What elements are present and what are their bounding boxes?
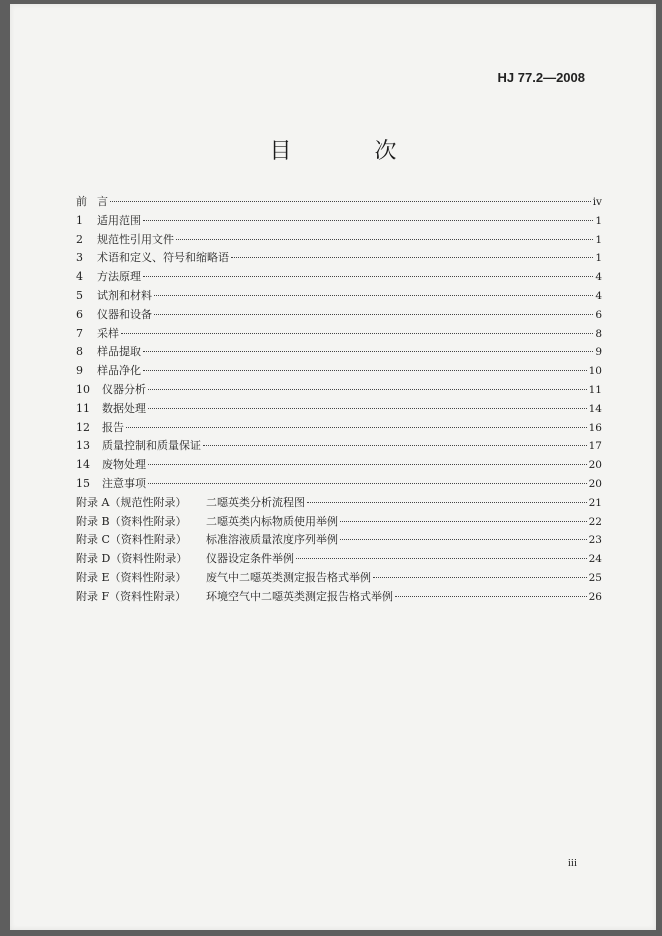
dot-leader (148, 389, 587, 390)
toc-entry-number: 11 (76, 401, 90, 415)
toc-entry[interactable] (76, 513, 602, 532)
toc-entry-title: 仪器设定条件举例 (206, 552, 294, 566)
toc-entry-page: 20 (588, 477, 602, 490)
dot-leader (296, 558, 587, 559)
toc-entry-page: 17 (588, 440, 602, 453)
toc-entry-page: 21 (588, 496, 602, 509)
toc-entry-page: 20 (588, 459, 602, 472)
toc-entry[interactable] (76, 231, 602, 250)
toc-entry-number: 2 (76, 232, 83, 246)
toc-entry[interactable] (76, 569, 602, 588)
toc-appendix-label: 附录 F（资料性附录） (76, 589, 187, 603)
toc-entry-page: 1 (595, 233, 602, 246)
toc-appendix-label: 附录 B（资料性附录） (76, 514, 187, 528)
toc-entry[interactable] (76, 268, 602, 287)
toc-entry-number: 1 (76, 213, 83, 227)
toc-entry-number: 4 (76, 270, 83, 284)
toc-entry-page: iv (592, 196, 602, 208)
toc-entry-title: 二噁英类内标物质使用举例 (206, 514, 338, 528)
dot-leader (395, 596, 587, 597)
toc-entry-page: 22 (588, 515, 602, 528)
dot-leader (340, 539, 587, 540)
toc-entry[interactable] (76, 475, 602, 494)
toc-entry-page: 25 (588, 571, 602, 584)
dot-leader (176, 239, 593, 240)
toc-appendix-label: 附录 D（资料性附录） (76, 552, 188, 566)
dot-leader (231, 257, 593, 258)
toc-entry[interactable] (76, 588, 602, 607)
dot-leader (203, 445, 587, 446)
toc-entry-number: 6 (76, 307, 83, 321)
toc-entry-number: 3 (76, 251, 83, 265)
toc-entry-title: 规范性引用文件 (97, 232, 174, 246)
toc-entry-page: 4 (595, 289, 602, 302)
toc-appendix-label: 附录 E（资料性附录） (76, 570, 187, 584)
toc-entry[interactable] (76, 193, 602, 212)
dot-leader (340, 521, 587, 522)
document-page (10, 4, 656, 930)
toc-entry[interactable] (76, 550, 602, 569)
table-of-contents (76, 193, 602, 607)
toc-entry-title: 言 (97, 195, 108, 208)
dot-leader (143, 351, 593, 352)
dot-leader (110, 201, 591, 202)
toc-entry-page: 23 (588, 534, 602, 547)
toc-entry[interactable] (76, 400, 602, 419)
dot-leader (126, 427, 587, 428)
dot-leader (154, 314, 593, 315)
toc-entry[interactable] (76, 531, 602, 550)
toc-entry[interactable] (76, 494, 602, 513)
page-number: iii (567, 857, 577, 869)
toc-entry-title: 方法原理 (97, 270, 141, 284)
toc-entry[interactable] (76, 212, 602, 231)
toc-entry-page: 8 (595, 327, 602, 340)
toc-entry-page: 26 (588, 590, 602, 603)
toc-entry[interactable] (76, 325, 602, 344)
toc-entry-number: 5 (76, 288, 83, 302)
toc-entry-page: 1 (595, 252, 602, 265)
toc-entry-page: 10 (588, 365, 602, 378)
dot-leader (121, 333, 593, 334)
toc-entry-title: 适用范围 (97, 213, 141, 227)
dot-leader (373, 577, 587, 578)
toc-entry-number: 9 (76, 364, 83, 378)
toc-entry-number: 8 (76, 345, 83, 359)
toc-entry-title: 采样 (97, 326, 119, 340)
toc-entry-title: 术语和定义、符号和缩略语 (97, 251, 229, 265)
toc-entry-title: 环境空气中二噁英类测定报告格式举例 (206, 589, 393, 603)
toc-entry[interactable] (76, 249, 602, 268)
dot-leader (148, 483, 587, 484)
toc-entry-number: 12 (76, 420, 90, 434)
toc-entry[interactable] (76, 456, 602, 475)
toc-entry-title: 废物处理 (102, 458, 146, 472)
toc-entry-title: 样品提取 (97, 345, 141, 359)
toc-entry-page: 4 (595, 271, 602, 284)
toc-entry[interactable] (76, 437, 602, 456)
toc-entry-number: 7 (76, 326, 83, 340)
page-title: 目 次 (269, 139, 435, 164)
toc-entry-title: 试剂和材料 (97, 288, 152, 302)
toc-entry[interactable] (76, 287, 602, 306)
toc-entry-page: 9 (595, 346, 602, 359)
toc-entry-title: 仪器分析 (102, 382, 146, 396)
toc-entry-title: 标准溶液质量浓度序列举例 (206, 533, 338, 547)
toc-entry-number: 14 (76, 458, 90, 472)
toc-entry[interactable] (76, 381, 602, 400)
toc-entry-page: 11 (588, 383, 602, 396)
toc-entry[interactable] (76, 306, 602, 325)
toc-entry-title: 二噁英类分析流程图 (206, 495, 305, 509)
toc-appendix-label: 附录 A（规范性附录） (76, 495, 187, 509)
toc-entry-page: 1 (595, 214, 602, 227)
toc-entry-title: 数据处理 (102, 401, 146, 415)
toc-entry-page: 14 (588, 402, 602, 415)
toc-entry-number: 13 (76, 439, 90, 453)
toc-entry-page: 6 (595, 308, 602, 321)
toc-appendix-label: 附录 C（资料性附录） (76, 533, 187, 547)
toc-entry-number: 15 (76, 476, 90, 490)
toc-entry-page: 24 (588, 553, 602, 566)
dot-leader (148, 408, 587, 409)
toc-entry-page: 16 (588, 421, 602, 434)
toc-entry-title: 样品净化 (97, 364, 141, 378)
toc-entry-title: 报告 (102, 420, 124, 434)
dot-leader (143, 370, 587, 371)
dot-leader (143, 276, 593, 277)
toc-entry-title: 仪器和设备 (97, 307, 152, 321)
toc-entry-number: 前 (76, 195, 87, 208)
dot-leader (307, 502, 587, 503)
toc-entry-number: 10 (76, 382, 90, 396)
dot-leader (148, 464, 587, 465)
dot-leader (154, 295, 593, 296)
dot-leader (143, 220, 593, 221)
toc-entry-title: 注意事项 (102, 476, 146, 490)
toc-entry-title: 质量控制和质量保证 (102, 439, 201, 453)
toc-entry[interactable] (76, 419, 602, 438)
document-number: HJ 77.2—2008 (497, 70, 585, 85)
toc-entry-title: 废气中二噁英类测定报告格式举例 (206, 570, 371, 584)
toc-entry[interactable] (76, 362, 602, 381)
toc-entry[interactable] (76, 343, 602, 362)
